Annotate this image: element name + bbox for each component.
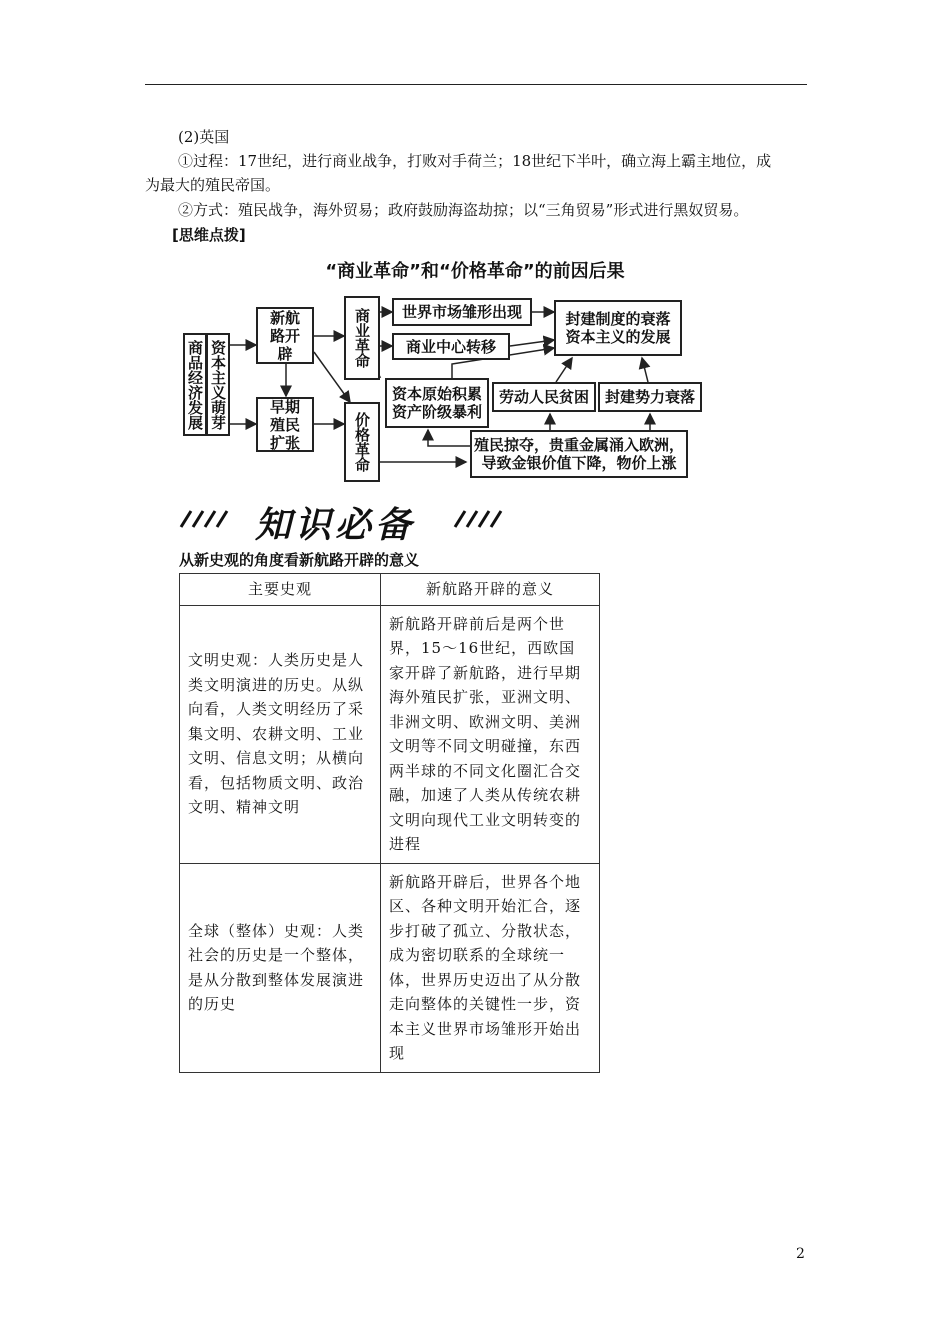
box-commercial-revolution: 商业革命 — [344, 296, 380, 380]
box-feudal-decline: 封建制度的衰落 资本主义的发展 — [554, 300, 682, 356]
page-number: 2 — [796, 1246, 805, 1262]
box-capitalism-sprouts: 资本主义萌芽 — [206, 333, 230, 436]
box-center-shift: 商业中心转移 — [392, 333, 510, 360]
box-people-poor: 劳动人民贫困 — [492, 382, 596, 412]
box-price-revolution: 价格革命 — [344, 402, 380, 482]
box-world-market: 世界市场雏形出现 — [392, 298, 532, 326]
box-feudal-power-decline: 封建势力衰落 — [598, 382, 702, 412]
box-capital-accumulation: 资本原始积累 资产阶级暴利 — [385, 378, 489, 428]
box-early-colony: 早期殖民扩张 — [256, 397, 314, 452]
process-item-cont: 为最大的殖民帝国。 — [145, 176, 281, 194]
table-row — [180, 605, 600, 863]
section-heading: (2)英国 — [178, 128, 230, 146]
method-item: ②方式：殖民战争，海外贸易；政府鼓励海盗劫掠；以“三角贸易”形式进行黑奴贸易。 — [178, 201, 749, 219]
table-cell: 文明史观：人类历史是人类文明演进的历史。从纵向看，人类文明经历了采集文明、农耕文明、工业文明、信息文明；从横向看，包括物质文明、政治文明、精神文明 — [180, 605, 381, 863]
box-new-route: 新航路开辟 — [256, 307, 314, 364]
box-colonial-plunder: 殖民掠夺，贵重金属涌入欧洲， 导致金银价值下降，物价上涨 — [470, 430, 688, 478]
significance-table — [179, 573, 600, 1073]
box-goods-economy: 商品经济发展 — [183, 333, 207, 436]
table-cell: 新航路开辟前后是两个世界，15～16世纪，西欧国家开辟了新航路，进行早期海外殖民扩张，亚洲文明、非洲文明、欧洲文明、美洲文明等不同文明碰撞，东西两半球的不同文化圈汇合交融，加速了人类从传统农耕文明向现代工业文明转变的进程 — [381, 605, 600, 863]
table-row — [180, 863, 600, 1072]
table-cell: 新航路开辟后，世界各个地区、各种文明开始汇合，逐步打破了孤立、分散状态，成为密切联系的全球统一体，世界历史迈出了从分散走向整体的关键性一步，资本主义世界市场雏形开始出现 — [381, 863, 600, 1072]
process-item: ①过程：17世纪，进行商业战争，打败对手荷兰；18世纪下半叶，确立海上霸主地位，成 — [178, 152, 772, 170]
table-header: 主要史观 — [180, 574, 381, 606]
diagram-title: “商业革命”和“价格革命”的前因后果 — [325, 261, 625, 282]
table-header: 新航路开辟的意义 — [381, 574, 600, 606]
table-caption: 从新史观的角度看新航路开辟的意义 — [179, 551, 420, 569]
table-header-row — [180, 574, 600, 606]
knowledge-banner — [175, 497, 520, 546]
thinking-tag: [思维点拨] — [172, 226, 246, 244]
banner-text: 知识必备 — [255, 504, 416, 546]
table-cell: 全球（整体）史观：人类社会的历史是一个整体，是从分散到整体发展演进的历史 — [180, 863, 381, 1072]
